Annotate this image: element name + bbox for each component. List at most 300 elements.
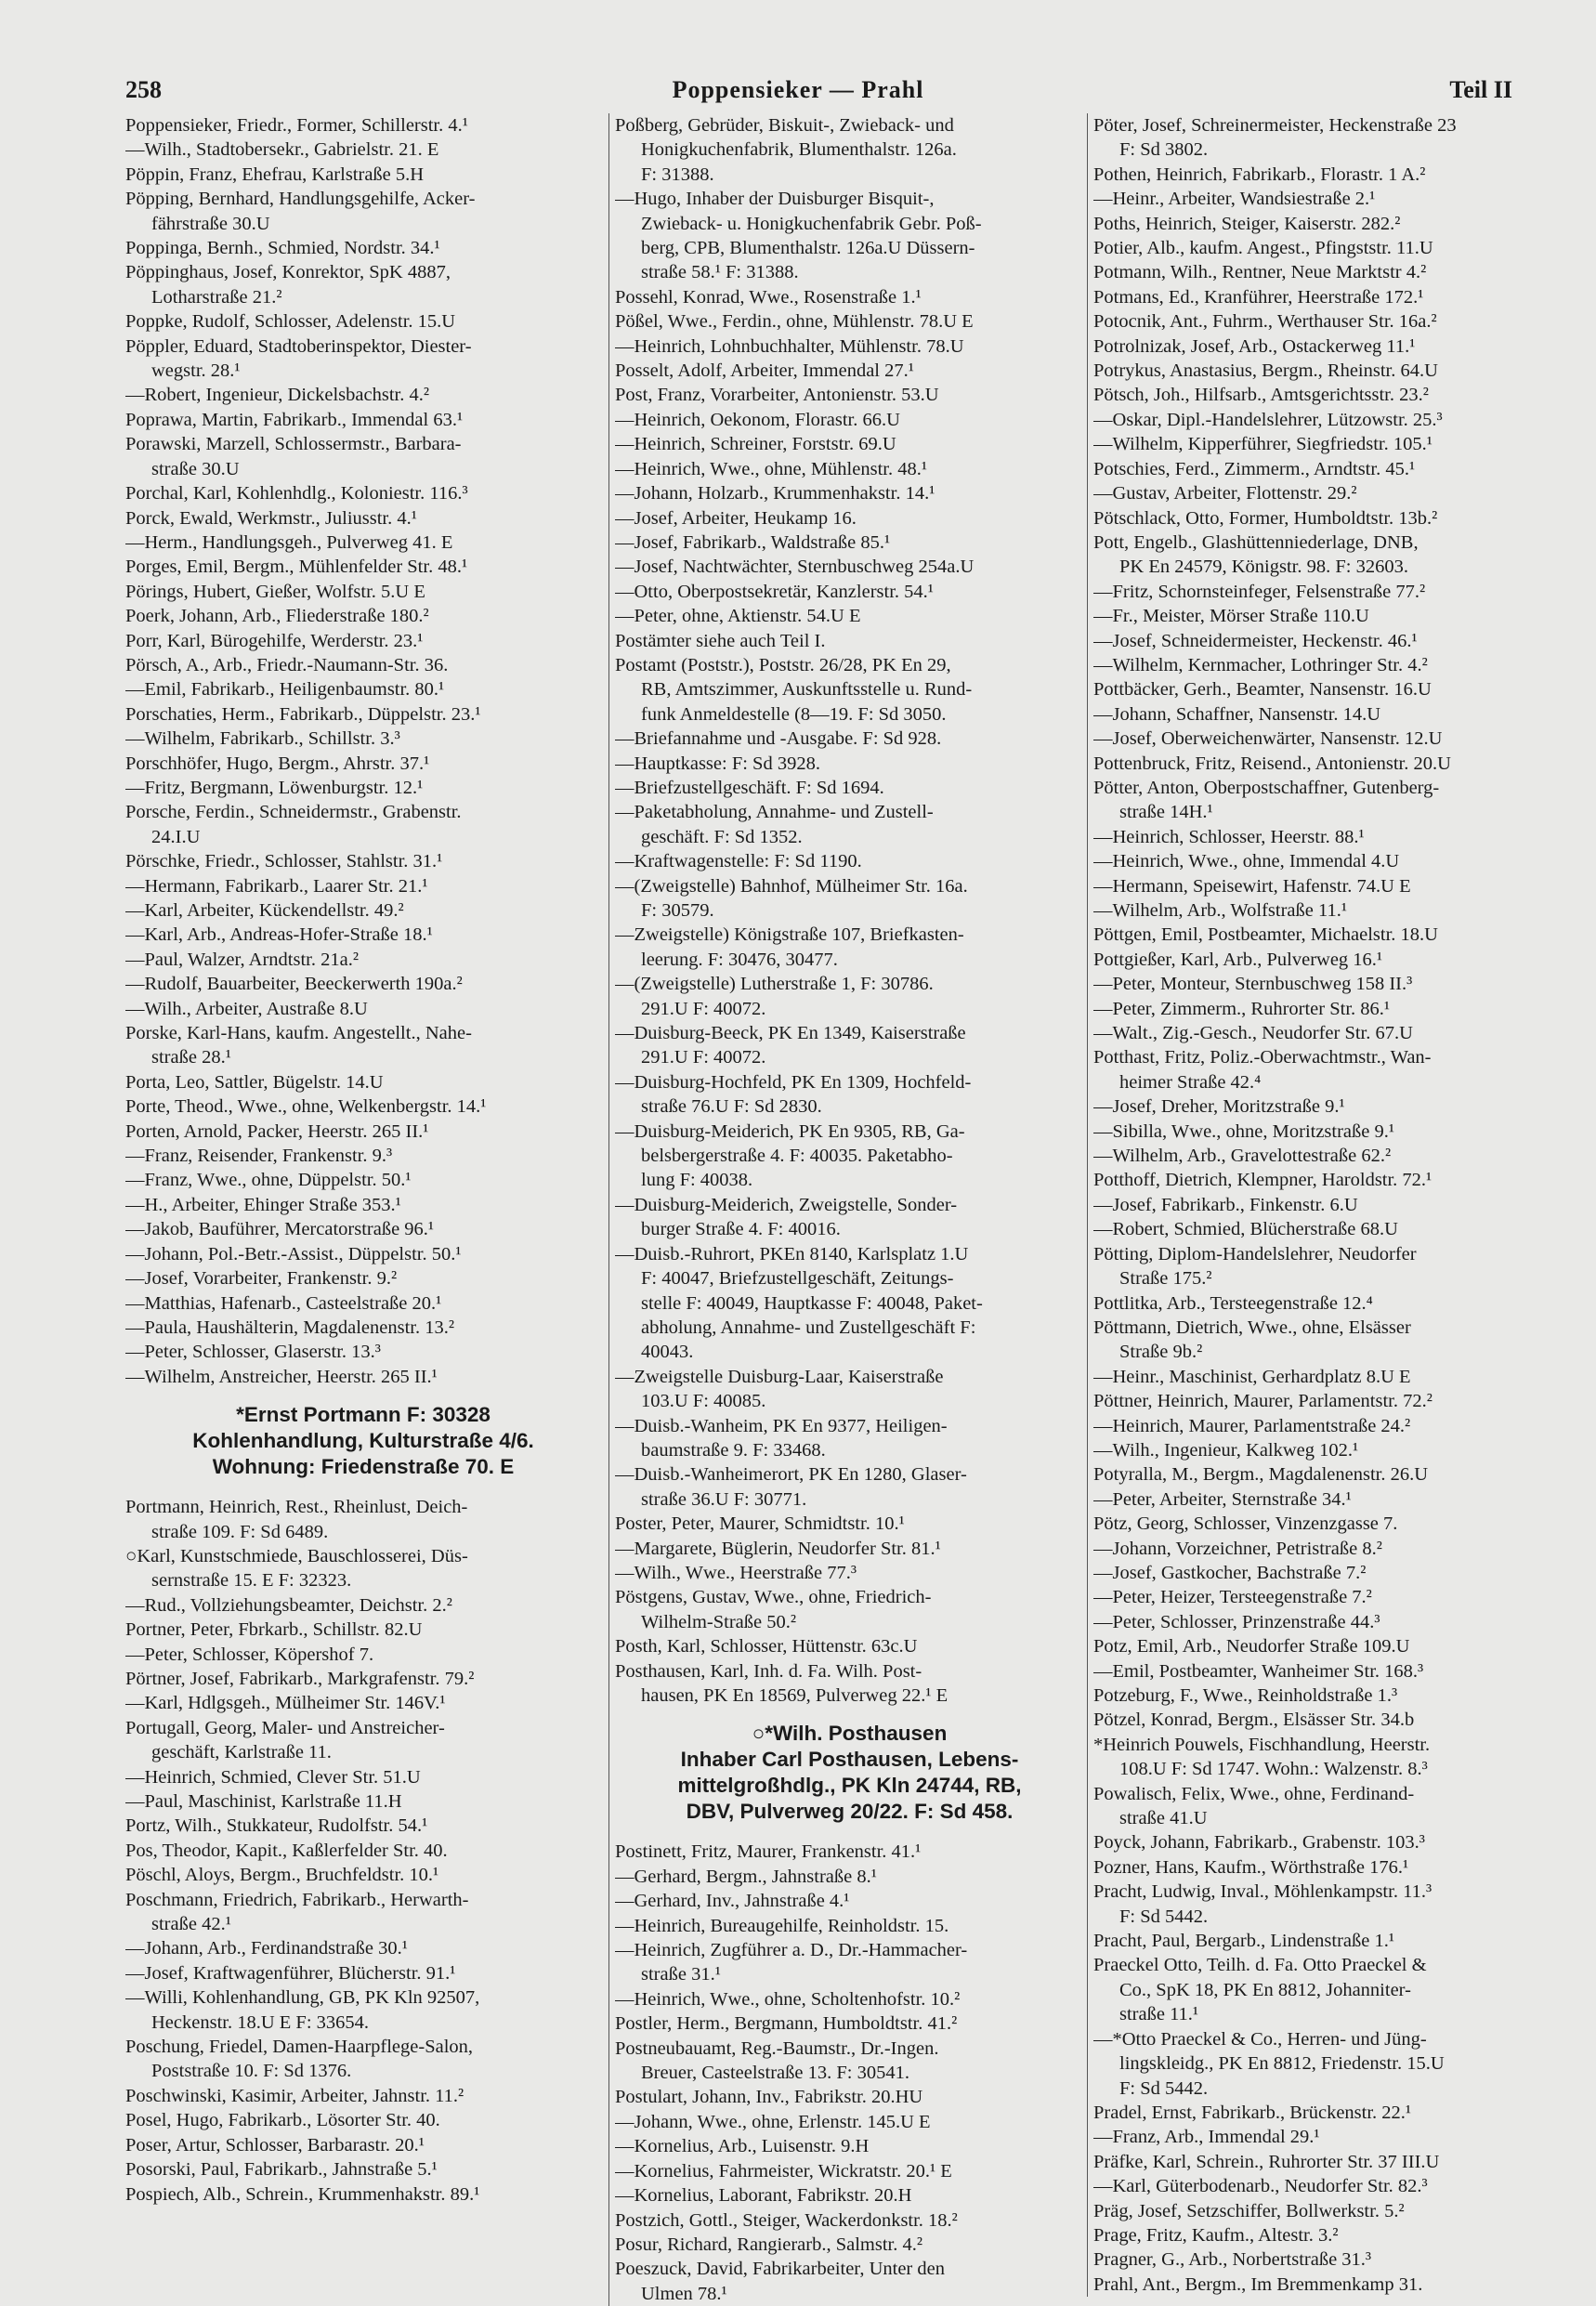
entry-line: —Jakob, Bauführer, Mercatorstraße 96.¹ [125, 1219, 435, 1240]
directory-entry [1093, 1242, 1521, 1291]
entry-continuation: PK En 24579, Königstr. 98. F: 32603. [1119, 557, 1408, 578]
entry-line: Poser, Artur, Schlosser, Barbarastr. 20.¹ [125, 2134, 425, 2155]
entry-line: Prahl, Ant., Bergm., Im Bremmenkamp 31. [1093, 2273, 1423, 2295]
entry-line: Pötzel, Konrad, Bergm., Elsässer Str. 34.b [1093, 1710, 1415, 1731]
directory-entry [1093, 825, 1521, 849]
entry-line: Pörsch, A., Arb., Friedr.-Naumann-Str. 36. [125, 654, 449, 675]
entry-line: —Fritz, Bergmann, Löwenburgstr. 12.¹ [125, 777, 424, 798]
entry-line: —Johann, Wwe., ohne, Erlenstr. 145.U E [615, 2111, 931, 2132]
entry-line: —Heinrich, Oekonom, Florastr. 66.U [615, 409, 900, 430]
entry-continuation: straße 42.¹ [151, 1914, 231, 1935]
entry-line: —Hauptkasse: F: Sd 3928. [615, 753, 820, 774]
entry-continuation: lung F: 40038. [641, 1170, 753, 1191]
advertisement [615, 1721, 1084, 1825]
ad-line: DBV, Pulverweg 20/22. F: Sd 458. [686, 1800, 1014, 1824]
entry-line: Potier, Alb., kaufm. Angest., Pfingststr. 11.U [1093, 238, 1433, 259]
entry-line: —Wilhelm, Fabrikarb., Schillstr. 3.³ [125, 728, 400, 750]
directory-entry [1093, 1512, 1521, 1536]
directory-entry [615, 1512, 1084, 1536]
entry-continuation: RB, Amtszimmer, Auskunftsstelle u. Rund- [641, 679, 973, 701]
entry-line: Postinett, Fritz, Maurer, Frankenstr. 41.¹ [615, 1841, 922, 1863]
entry-continuation: Straße 9b.² [1119, 1342, 1203, 1363]
directory-entry [125, 727, 601, 751]
entry-line: —Josef, Vorarbeiter, Frankenstr. 9.² [125, 1268, 398, 1290]
entry-line: —Gerhard, Inv., Jahnstraße 4.¹ [615, 1891, 850, 1912]
entry-line: —Johann, Arb., Ferdinandstraße 30.¹ [125, 1938, 408, 1959]
entry-continuation: fährstraße 30.U [151, 213, 270, 234]
directory-entry [1093, 1561, 1521, 1585]
ad-line: mittelgroßhdlg., PK Kln 24744, RB, [677, 1774, 1022, 1798]
entry-line: Pracht, Ludwig, Inval., Möhlenkampstr. 11.³ [1093, 1881, 1432, 1903]
directory-entry [125, 1120, 601, 1144]
entry-line: —Josef, Gastkocher, Bachstraße 7.² [1093, 1562, 1367, 1583]
entry-line: Poster, Peter, Maurer, Schmidtstr. 10.¹ [615, 1513, 905, 1535]
entry-line: —Wilhelm, Kernmacher, Lothringer Str. 4.² [1093, 654, 1428, 675]
entry-line: Pöschl, Aloys, Bergm., Bruchfeldstr. 10.¹ [125, 1865, 439, 1886]
directory-entry [125, 260, 601, 309]
entry-line: Pötting, Diplom-Handelslehrer, Neudorfer [1093, 1243, 1417, 1264]
directory-entry [1093, 334, 1521, 359]
entry-continuation: berg, CPB, Blumenthalstr. 126a.U Düssern- [641, 238, 975, 259]
entry-line: —Josef, Schneidermeister, Heckenstr. 46.¹ [1093, 630, 1418, 651]
entry-line: —Duisb.-Ruhrort, PKEn 8140, Karlsplatz 1.U [615, 1243, 969, 1264]
directory-entry [615, 923, 1084, 972]
directory-entry [615, 2257, 1084, 2306]
entry-line: Portmann, Heinrich, Rest., Rheinlust, Deich- [125, 1497, 468, 1518]
entry-line: Postzich, Gottl., Steiger, Wackerdonkstr. 18.² [615, 2209, 958, 2231]
directory-entry [615, 874, 1084, 924]
entry-line: —Karl, Güterbodenarb., Neudorfer Str. 82.³ [1093, 2176, 1428, 2197]
directory-entry [1093, 1733, 1521, 1782]
directory-entry [615, 187, 1084, 285]
entry-line: —Wilh., Stadtobersekr., Gabrielstr. 21. E [125, 139, 439, 161]
entry-line: —Josef, Dreher, Moritzstraße 9.¹ [1093, 1096, 1345, 1118]
entry-line: Pottbäcker, Gerh., Beamter, Nansenstr. 16.U [1093, 679, 1432, 701]
directory-entry [125, 1291, 601, 1316]
entry-continuation: 24.I.U [151, 826, 201, 847]
entry-line: —Sibilla, Wwe., ohne, Moritzstraße 9.¹ [1093, 1120, 1395, 1142]
entry-line: —Duisb.-Wanheim, PK En 9377, Heiligen- [615, 1415, 948, 1436]
directory-entry [615, 383, 1084, 407]
entry-line: —Hugo, Inhaber der Duisburger Bisquit-, [615, 189, 935, 210]
directory-entry [1093, 1120, 1521, 1144]
directory-entry [1093, 506, 1521, 531]
directory-entry [125, 2035, 601, 2084]
entry-line: Porr, Karl, Bürogehilfe, Werderstr. 23.¹ [125, 630, 424, 651]
entry-line: Pötz, Georg, Schlosser, Vinzenzgasse 7. [1093, 1513, 1398, 1535]
directory-entry [1093, 1537, 1521, 1561]
entry-line: Porschaties, Herm., Fabrikarb., Düppelstr. 23.¹ [125, 703, 481, 725]
directory-entry [615, 1938, 1084, 1987]
directory-entry [125, 874, 601, 898]
entry-continuation: straße 41.U [1119, 1808, 1208, 1829]
entry-line: —Johann, Vorzeichner, Petristraße 8.² [1093, 1538, 1382, 1559]
directory-entry [125, 432, 601, 481]
directory-entry [615, 800, 1084, 849]
entry-line: —Duisb.-Wanheimerort, PK En 1280, Glaser- [615, 1464, 967, 1486]
directory-entry [1093, 408, 1521, 432]
entry-line: Potrykus, Anastasius, Bergm., Rheinstr. 64.U [1093, 360, 1438, 382]
directory-entry [615, 334, 1084, 359]
entry-line: Postler, Herm., Bergmann, Humboldtstr. 41.² [615, 2013, 958, 2035]
entry-line: Pospiech, Alb., Schrein., Krummenhakstr. 89.¹ [125, 2183, 480, 2205]
entry-line: Pöppler, Eduard, Stadtoberinspektor, Diester- [125, 335, 472, 357]
entry-continuation: sernstraße 15. E F: 32323. [151, 1570, 352, 1592]
directory-entry [125, 1544, 601, 1593]
entry-continuation: straße 30.U [151, 458, 240, 479]
entry-line: —Heinrich, Wwe., ohne, Mühlenstr. 48.¹ [615, 458, 927, 479]
entry-line: Poths, Heinrich, Steiger, Kaiserstr. 282.² [1093, 213, 1401, 234]
entry-line: —Wilhelm, Kipperführer, Siegfriedstr. 105.¹ [1093, 434, 1432, 455]
directory-entry [125, 1618, 601, 1642]
directory-entry [1093, 1782, 1521, 1831]
directory-entry [615, 1914, 1084, 1938]
directory-entry [1093, 2125, 1521, 2149]
entry-line: Pottenbruck, Fritz, Reisend., Antonienstr. 20.U [1093, 753, 1451, 774]
directory-entry [615, 1840, 1084, 1864]
entry-line: —Margarete, Büglerin, Neudorfer Str. 81.¹ [615, 1538, 941, 1559]
entry-continuation: Zwieback- u. Honigkuchenfabrik Gebr. Poß- [641, 213, 982, 234]
entry-line: —Paul, Walzer, Arndtstr. 21a.² [125, 949, 359, 970]
entry-line: Portner, Peter, Fbrkarb., Schillstr. 82.U [125, 1619, 423, 1641]
column-2 [608, 113, 1084, 2306]
directory-entry [1093, 1094, 1521, 1119]
directory-entry [615, 1987, 1084, 2011]
entry-continuation: lingskleidg., PK En 8812, Friedenstr. 15.U [1119, 2053, 1445, 2075]
entry-continuation: funk Anmeldestelle (8—19. F: Sd 3050. [641, 703, 947, 725]
entry-line: —Peter, Monteur, Sternbuschweg 158 II.³ [1093, 974, 1413, 995]
directory-entry [125, 677, 601, 701]
entry-line: —Zweigstelle Duisburg-Laar, Kaiserstraße [615, 1366, 944, 1387]
entry-line: —Heinrich, Zugführer a. D., Dr.-Hammacher- [615, 1940, 968, 1961]
directory-entry [125, 187, 601, 236]
entry-line: —Rudolf, Bauarbeiter, Beeckerwerth 190a.² [125, 974, 463, 995]
directory-entry [615, 309, 1084, 334]
directory-entry [125, 1193, 601, 1217]
directory-entry [615, 629, 1084, 653]
directory-entry [1093, 457, 1521, 481]
directory-entry [615, 2233, 1084, 2257]
entry-line: Postämter siehe auch Teil I. [615, 630, 826, 651]
entry-line: —Peter, Schlosser, Glaserstr. 13.³ [125, 1342, 381, 1363]
entry-continuation: abholung, Annahme- und Zustellgeschäft F: [641, 1317, 976, 1338]
entry-continuation: Lotharstraße 21.² [151, 286, 282, 308]
directory-entry [125, 948, 601, 972]
entry-line: Pöstgens, Gustav, Wwe., ohne, Friedrich- [615, 1587, 932, 1608]
directory-entry [125, 2182, 601, 2207]
directory-entry [125, 923, 601, 947]
entry-line: —Kraftwagenstelle: F: Sd 1190. [615, 851, 862, 872]
entry-line: —Briefannahme und -Ausgabe. F: Sd 928. [615, 728, 942, 750]
directory-entry [615, 1414, 1084, 1463]
directory-entry [615, 408, 1084, 432]
entry-line: —Karl, Hdlgsgeh., Mülheimer Str. 146V.¹ [125, 1693, 446, 1714]
entry-line: Poeszuck, David, Fabrikarbeiter, Unter den [615, 2259, 945, 2280]
entry-line: —Josef, Kraftwagenführer, Blücherstr. 91.¹ [125, 1962, 456, 1984]
entry-line: —Heinr., Maschinist, Gerhardplatz 8.U E [1093, 1366, 1411, 1387]
entry-line: —Josef, Oberweichenwärter, Nansenstr. 12.U [1093, 728, 1443, 750]
directory-entry [125, 309, 601, 334]
directory-entry [125, 1716, 601, 1765]
entry-line: Posth, Karl, Schlosser, Hüttenstr. 63c.U [615, 1636, 918, 1657]
directory-entry [125, 506, 601, 531]
column-3 [1087, 113, 1521, 2297]
directory-entry [1093, 236, 1521, 260]
entry-line: Poppinga, Bernh., Schmied, Nordstr. 34.¹ [125, 238, 440, 259]
entry-continuation: F: Sd 5442. [1119, 1906, 1209, 1927]
entry-line: Pöttner, Heinrich, Maurer, Parlamentstr. 72.² [1093, 1391, 1432, 1412]
entry-line: —Wilh., Wwe., Heerstraße 77.³ [615, 1562, 857, 1583]
directory-entry [615, 481, 1084, 505]
directory-entry [1093, 285, 1521, 309]
entry-line: —Rud., Vollziehungsbeamter, Deichstr. 2.² [125, 1594, 452, 1616]
directory-entry [1093, 163, 1521, 187]
directory-entry [1093, 1684, 1521, 1708]
directory-entry [615, 555, 1084, 579]
directory-entry [125, 1495, 601, 1544]
entry-continuation: wegstr. 28.¹ [151, 360, 241, 382]
entry-line: —Franz, Arb., Immendal 29.¹ [1093, 2127, 1320, 2148]
directory-entry [1093, 2174, 1521, 2198]
entry-line: —Hermann, Fabrikarb., Laarer Str. 21.¹ [125, 875, 428, 897]
directory-entry [1093, 1217, 1521, 1241]
entry-line: Poschmann, Friedrich, Fabrikarb., Herwarth- [125, 1889, 469, 1910]
entry-line: Pos, Theodor, Kapit., Kaßlerfelder Str. 40. [125, 1840, 448, 1861]
entry-line: —Heinrich, Schreiner, Forststr. 69.U [615, 434, 896, 455]
entry-line: Porske, Karl-Hans, kaufm. Angestellt., Nahe- [125, 1023, 472, 1044]
directory-entry [125, 555, 601, 579]
directory-entry [1093, 432, 1521, 456]
entry-line: Pörschke, Friedr., Schlosser, Stahlstr. 31.¹ [125, 851, 443, 872]
directory-entry [615, 1659, 1084, 1709]
entry-line: —Robert, Ingenieur, Dickelsbachstr. 4.² [125, 385, 429, 406]
entry-line: —Heinrich, Schlosser, Heerstr. 88.¹ [1093, 826, 1365, 847]
directory-entry [125, 531, 601, 555]
directory-entry [615, 285, 1084, 309]
entry-line: Poschwinski, Kasimir, Arbeiter, Jahnstr. 11.² [125, 2085, 464, 2106]
advertisement [125, 1402, 601, 1480]
directory-entry [615, 1585, 1084, 1634]
entry-line: Poppke, Rudolf, Schlosser, Adelenstr. 15.U [125, 311, 456, 333]
directory-entry [615, 580, 1084, 604]
entry-line: Pott, Engelb., Glashüttenniederlage, DNB, [1093, 531, 1419, 553]
entry-line: —Paul, Maschinist, Karlstraße 11.H [125, 1791, 402, 1812]
directory-entry [125, 1340, 601, 1364]
entry-continuation: F: 31388. [641, 164, 714, 185]
entry-line: —Josef, Arbeiter, Heukamp 16. [615, 507, 857, 529]
directory-entry [125, 629, 601, 653]
directory-entry [1093, 1708, 1521, 1732]
directory-entry [125, 752, 601, 776]
entry-continuation: straße 28.¹ [151, 1047, 231, 1068]
directory-entry [1093, 1291, 1521, 1316]
directory-entry [615, 776, 1084, 800]
column-1 [125, 113, 601, 2207]
entry-line: Praeckel Otto, Teilh. d. Fa. Otto Praeckel & [1093, 1955, 1427, 1976]
entry-continuation: F: 40047, Briefzustellgeschäft, Zeitungs- [641, 1268, 954, 1290]
entry-continuation: straße 36.U F: 30771. [641, 1488, 807, 1510]
entry-line: Pragner, G., Arb., Norbertstraße 31.³ [1093, 2249, 1372, 2271]
directory-entry [125, 604, 601, 628]
directory-entry [1093, 1144, 1521, 1168]
directory-entry [1093, 1855, 1521, 1880]
entry-line: —Herm., Handlungsgeh., Pulverweg 41. E [125, 531, 453, 553]
entry-line: —Heinrich, Maurer, Parlamentstraße 24.² [1093, 1415, 1411, 1436]
entry-continuation: Ulmen 78.¹ [641, 2283, 727, 2304]
directory-entry [1093, 113, 1521, 163]
entry-line: Potmans, Ed., Kranführer, Heerstraße 172.¹ [1093, 286, 1424, 308]
entry-line: —Zweigstelle) Königstraße 107, Briefkasten- [615, 924, 964, 946]
directory-entry [615, 752, 1084, 776]
directory-entry [615, 113, 1084, 187]
directory-entry [615, 2085, 1084, 2109]
directory-entry [615, 1462, 1084, 1512]
entry-line: —Johann, Pol.-Betr.-Assist., Düppelstr. 50.¹ [125, 1243, 462, 1264]
entry-line: —Fr., Meister, Mörser Straße 110.U [1093, 606, 1369, 627]
directory-entry [1093, 1021, 1521, 1045]
directory-entry [1093, 309, 1521, 334]
entry-line: Porten, Arnold, Packer, Heerstr. 265 II.¹ [125, 1120, 429, 1142]
directory-entry [1093, 1659, 1521, 1684]
entry-line: —Josef, Fabrikarb., Waldstraße 85.¹ [615, 531, 891, 553]
directory-entry [615, 604, 1084, 628]
entry-continuation: straße 31.¹ [641, 1964, 721, 1985]
directory-entry [615, 1070, 1084, 1120]
directory-entry [125, 1888, 601, 1937]
entry-line: Präg, Josef, Setzschiffer, Bollwerkstr. 5.² [1093, 2200, 1405, 2221]
directory-entry [1093, 260, 1521, 284]
entry-line: —Duisburg-Meiderich, PK En 9305, RB, Ga- [615, 1120, 965, 1142]
entry-line: Präfke, Karl, Schrein., Ruhrorter Str. 37 III.U [1093, 2151, 1440, 2172]
directory-entry [1093, 1168, 1521, 1192]
ad-line: Wohnung: Friedenstraße 70. E [212, 1455, 515, 1479]
entry-line: —Walt., Zig.-Gesch., Neudorfer Str. 67.U [1093, 1023, 1413, 1044]
directory-entry [1093, 383, 1521, 407]
directory-entry [1093, 187, 1521, 211]
entry-line: Porta, Leo, Sattler, Bügelstr. 14.U [125, 1071, 384, 1093]
directory-entry [615, 1889, 1084, 1913]
entry-line: Pöttgen, Emil, Postbeamter, Michaelstr. 18.U [1093, 924, 1438, 946]
entry-line: —Paketabholung, Annahme- und Zustell- [615, 802, 934, 823]
directory-entry [125, 1691, 601, 1715]
directory-entry [125, 972, 601, 996]
directory-entry [1093, 604, 1521, 628]
directory-entry [125, 1985, 601, 2035]
directory-entry [125, 2108, 601, 2132]
entry-continuation: Breuer, Casteelstraße 13. F: 30541. [641, 2063, 909, 2084]
directory-entry [125, 1217, 601, 1241]
entry-line: —Peter, Arbeiter, Sternstraße 34.¹ [1093, 1488, 1352, 1510]
directory-entry [1093, 1438, 1521, 1462]
entry-line: Poyck, Johann, Fabrikarb., Grabenstr. 103.³ [1093, 1832, 1425, 1854]
entry-line: Pötsch, Joh., Hilfsarb., Amtsgerichtsstr. 23.² [1093, 385, 1429, 406]
entry-line: —Franz, Wwe., ohne, Düppelstr. 50.¹ [125, 1170, 412, 1191]
directory-entry [125, 776, 601, 800]
entry-line: —H., Arbeiter, Ehinger Straße 353.¹ [125, 1194, 401, 1215]
entry-line: Potzeburg, F., Wwe., Reinholdstraße 1.³ [1093, 1685, 1398, 1706]
directory-entry [1093, 972, 1521, 996]
directory-entry [1093, 2150, 1521, 2174]
entry-line: —Peter, ohne, Aktienstr. 54.U E [615, 606, 861, 627]
entry-line: —Wilh., Ingenieur, Kalkweg 102.¹ [1093, 1439, 1359, 1461]
entry-line: Porck, Ewald, Werkmstr., Juliusstr. 4.¹ [125, 507, 417, 529]
entry-line: Pötter, Anton, Oberpostschaffner, Gutenberg- [1093, 777, 1440, 798]
entry-line: —Gustav, Arbeiter, Flottenstr. 29.² [1093, 483, 1357, 504]
entry-continuation: 291.U F: 40072. [641, 998, 766, 1019]
entry-line: Pötschlack, Otto, Former, Humboldtstr. 13b.² [1093, 507, 1438, 529]
entry-line: —Wilhelm, Anstreicher, Heerstr. 265 II.¹ [125, 1366, 438, 1387]
directory-entry [1093, 923, 1521, 947]
directory-entry [1093, 997, 1521, 1021]
entry-line: Powalisch, Felix, Wwe., ohne, Ferdinand- [1093, 1783, 1415, 1804]
directory-entry [125, 236, 601, 260]
directory-entry [1093, 1929, 1521, 1953]
entry-line: —Duisburg-Beeck, PK En 1349, Kaiserstraße [615, 1023, 966, 1044]
entry-continuation: 103.U F: 40085. [641, 1391, 766, 1412]
entry-line: Portugall, Georg, Maler- und Anstreicher- [125, 1717, 445, 1738]
directory-entry [1093, 1487, 1521, 1512]
entry-line: Post, Franz, Vorarbeiter, Antonienstr. 53.U [615, 385, 939, 406]
entry-continuation: geschäft, Karlstraße 11. [151, 1742, 332, 1763]
directory-entry [615, 2110, 1084, 2134]
directory-entry [125, 113, 601, 138]
entry-line: Poprawa, Martin, Fabrikarb., Immendal 63.¹ [125, 409, 464, 430]
entry-line: —Wilhelm, Arb., Gravelottestraße 62.² [1093, 1146, 1392, 1167]
directory-entry [1093, 898, 1521, 923]
directory-entry [125, 138, 601, 162]
entry-line: —Wilhelm, Arb., Wolfstraße 11.¹ [1093, 900, 1347, 921]
entry-continuation: leerung. F: 30476, 30477. [641, 949, 838, 970]
entry-line: —Heinr., Arbeiter, Wandsiestraße 2.¹ [1093, 189, 1376, 210]
entry-line: —Kornelius, Arb., Luisenstr. 9.H [615, 2136, 870, 2157]
entry-line: —Franz, Reisender, Frankenstr. 9.³ [125, 1146, 393, 1167]
directory-entry [1093, 1953, 1521, 2026]
directory-entry [125, 580, 601, 604]
entry-line: —Gerhard, Bergm., Jahnstraße 8.¹ [615, 1866, 877, 1887]
directory-entry [1093, 1610, 1521, 1634]
directory-entry [1093, 1634, 1521, 1658]
entry-line: —Josef, Nachtwächter, Sternbuschweg 254a.U [615, 557, 975, 578]
entry-line: —Peter, Schlosser, Prinzenstraße 44.³ [1093, 1611, 1380, 1632]
ad-line: ○*Wilh. Posthausen [752, 1722, 948, 1746]
entry-line: Pöpping, Bernhard, Handlungsgehilfe, Acker- [125, 189, 476, 210]
directory-entry [615, 2159, 1084, 2183]
ad-line: *Ernst Portmann F: 30328 [236, 1403, 491, 1427]
directory-entry [615, 1634, 1084, 1658]
entry-line: —*Otto Praeckel & Co., Herren- und Jüng- [1093, 2028, 1427, 2050]
entry-line: Postulart, Johann, Inv., Fabrikstr. 20.HU [615, 2087, 923, 2108]
entry-line: —Oskar, Dipl.-Handelslehrer, Lützowstr. 25.³ [1093, 409, 1443, 430]
directory-entry [1093, 677, 1521, 701]
directory-entry [125, 849, 601, 873]
directory-entry [125, 1667, 601, 1691]
entry-line: Pöttmann, Dietrich, Wwe., ohne, Elsässer [1093, 1317, 1411, 1338]
directory-entry [125, 408, 601, 432]
directory-entry [125, 1021, 601, 1070]
entry-line: Posthausen, Karl, Inh. d. Fa. Wilh. Post- [615, 1660, 922, 1682]
directory-entry [125, 1242, 601, 1266]
entry-line: —Peter, Heizer, Tersteegenstraße 7.² [1093, 1587, 1372, 1608]
entry-line: Potthast, Fritz, Poliz.-Oberwachtmstr., Wan- [1093, 1047, 1432, 1068]
directory-entry [1093, 359, 1521, 383]
entry-line: —Johann, Schaffner, Nansenstr. 14.U [1093, 703, 1381, 725]
directory-entry [615, 653, 1084, 727]
entry-line: Porchal, Karl, Kohlenhdlg., Koloniestr. 116.³ [125, 483, 468, 504]
directory-entry [125, 800, 601, 849]
entry-line: —Peter, Schlosser, Köpershof 7. [125, 1644, 374, 1665]
entry-continuation: heimer Straße 42.⁴ [1119, 1071, 1262, 1093]
entry-continuation: burger Straße 4. F: 40016. [641, 1219, 841, 1240]
